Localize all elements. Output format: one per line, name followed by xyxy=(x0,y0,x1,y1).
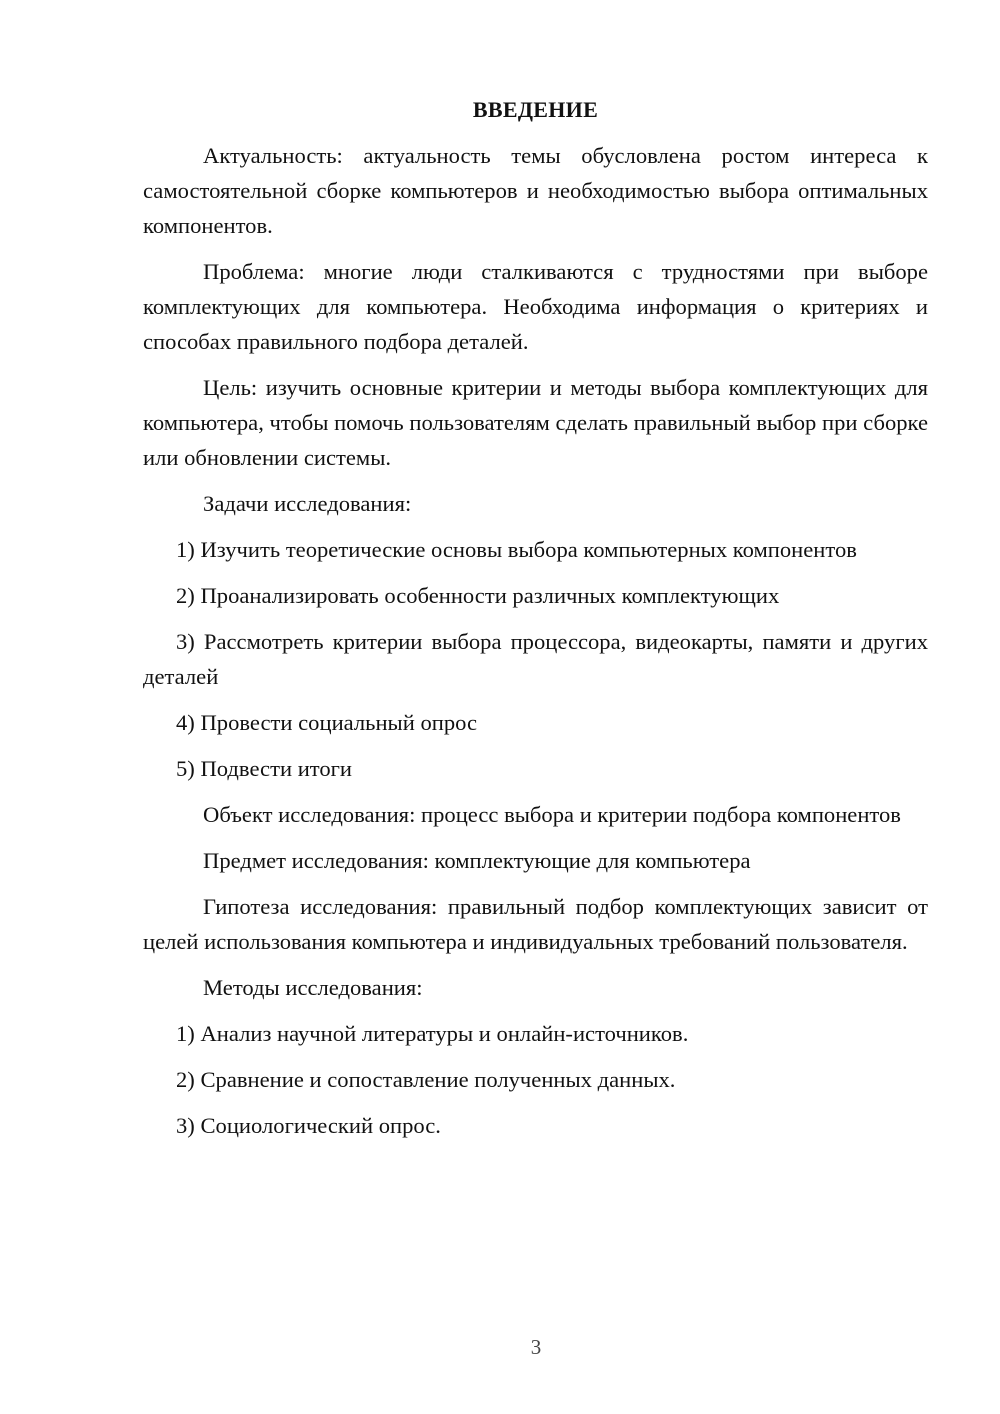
document-body xyxy=(143,92,928,1154)
method-item: 1) Анализ научной литературы и онлайн-источников. xyxy=(176,1021,689,1046)
page-number: 3 xyxy=(530,1335,542,1359)
relevance-paragraph: Актуальность: актуальность темы обусловлена ростом интереса к самостоятельной сборке компьютеров и необходимостью выбора оптимальных компонентов. xyxy=(143,143,928,238)
task-item: 1) Изучить теоретические основы выбора компьютерных компонентов xyxy=(176,537,857,562)
task-item: 4) Провести социальный опрос xyxy=(176,710,478,735)
task-item: 2) Проанализировать особенности различных комплектующих xyxy=(176,583,780,608)
methods-list xyxy=(143,1016,928,1143)
tasks-heading: Задачи исследования: xyxy=(203,491,412,516)
goal-paragraph: Цель: изучить основные критерии и методы выбора комплектующих для компьютера, чтобы помочь пользователям сделать правильный выбор при сборке или обновлении системы. xyxy=(143,375,928,470)
object-paragraph: Объект исследования: процесс выбора и критерии подбора компонентов xyxy=(203,802,901,827)
subject-paragraph: Предмет исследования: комплектующие для компьютера xyxy=(203,848,751,873)
hypothesis-paragraph: Гипотеза исследования: правильный подбор комплектующих зависит от целей использования компьютера и индивидуальных требований пользователя. xyxy=(143,894,928,954)
task-item: 3) Рассмотреть критерии выбора процессора, видеокарты, памяти и других деталей xyxy=(143,629,928,689)
task-item: 5) Подвести итоги xyxy=(176,756,353,781)
method-item: 3) Социологический опрос. xyxy=(176,1113,441,1138)
methods-heading: Методы исследования: xyxy=(203,975,423,1000)
section-title: ВВЕДЕНИЕ xyxy=(472,97,599,122)
method-item: 2) Сравнение и сопоставление полученных данных. xyxy=(176,1067,676,1092)
tasks-list xyxy=(143,532,928,786)
problem-paragraph: Проблема: многие люди сталкиваются с трудностями при выборе комплектующих для компьютера. Необходима информация о критериях и способах правильного подбора деталей. xyxy=(143,259,928,354)
